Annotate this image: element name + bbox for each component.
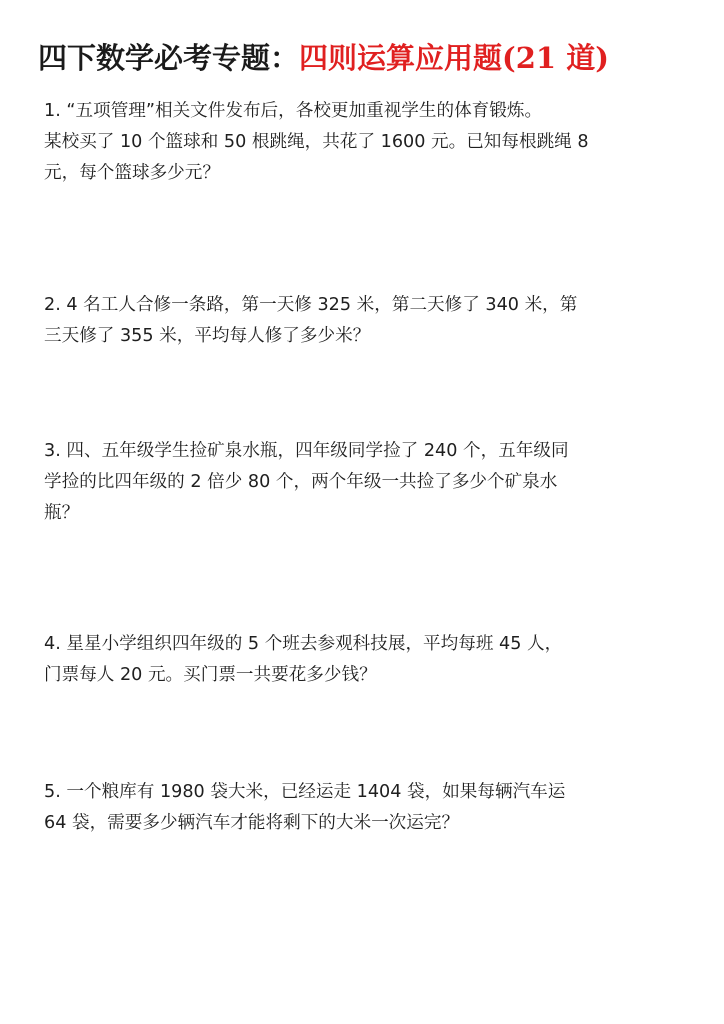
problem-number: 4. [44, 634, 61, 654]
problem-number: 5. [44, 782, 61, 802]
problem-number: 3. [44, 441, 61, 461]
problem-text-line: 学捡的比四年级的 2 倍少 80 个，两个年级一共捡了多少个矿泉水 [44, 472, 558, 492]
problem-number: 1. [44, 101, 61, 121]
problem-5 [44, 777, 694, 839]
problem-text-line: 一个粮库有 1980 袋大米，已经运走 1404 袋，如果每辆汽车运 [60, 782, 566, 802]
page-title-accent: 四则运算应用题(21 道) [299, 41, 609, 75]
problem-text-line: 瓶？ [44, 503, 80, 523]
problem-4 [44, 629, 694, 691]
problem-text-line: 64 袋，需要多少辆汽车才能将剩下的大米一次运完？ [44, 813, 460, 833]
problem-text-line: 元，每个篮球多少元？ [44, 163, 220, 183]
problem-text-line: 三天修了 355 米，平均每人修了多少米？ [44, 326, 371, 346]
problem-text-line: 4 名工人合修一条路，第一天修 325 米，第二天修了 340 米，第 [60, 295, 578, 315]
problem-text-line: 四、五年级学生捡矿泉水瓶，四年级同学捡了 240 个，五年级同 [60, 441, 569, 461]
problem-text-line: 星星小学组织四年级的 5 个班去参观科技展，平均每班 45 人， [60, 634, 563, 654]
problem-text-line: 门票每人 20 元。买门票一共要花多少钱？ [44, 665, 377, 685]
problem-2 [44, 290, 694, 352]
problem-text-line: “五项管理”相关文件发布后，各校更加重视学生的体育锻炼。 [60, 101, 543, 121]
problem-3 [44, 436, 694, 529]
page-title-main: 四下数学必考专题： [38, 41, 300, 75]
page-title [38, 36, 718, 80]
problem-text-line: 某校买了 10 个篮球和 50 根跳绳，共花了 1600 元。已知每根跳绳 8 [44, 132, 589, 152]
problem-number: 2. [44, 295, 61, 315]
problem-1 [44, 96, 694, 189]
